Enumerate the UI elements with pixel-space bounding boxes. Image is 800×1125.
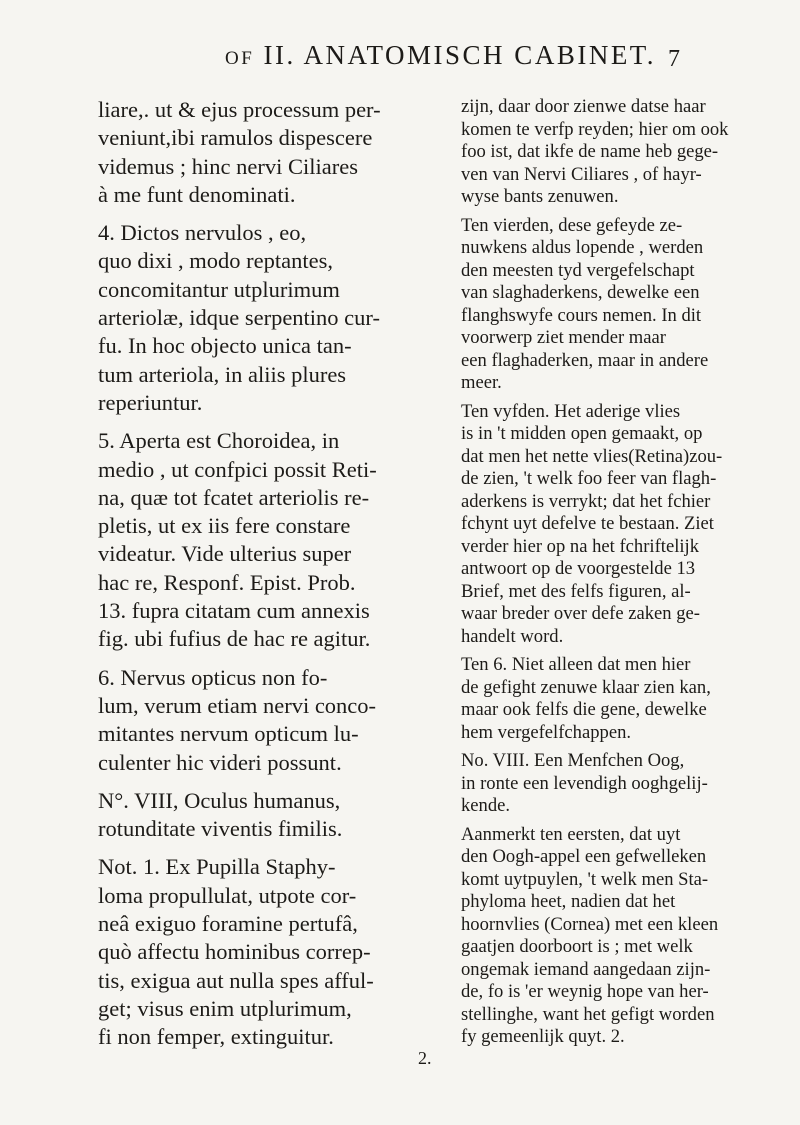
text-line: de gefight zenuwe klaar zien kan, bbox=[461, 676, 711, 698]
dutch-paragraph bbox=[461, 654, 800, 744]
text-line: 6. Nervus opticus non fo- bbox=[98, 664, 328, 690]
text-line: videmus ; hinc nervi Ciliares bbox=[98, 153, 358, 179]
text-line: veniunt,ibi ramulos dispescere bbox=[98, 125, 373, 151]
text-line: zijn, daar door zienwe datse haar bbox=[461, 96, 706, 117]
text-line: mitantes nervum opticum lu- bbox=[98, 721, 359, 747]
latin-paragraph bbox=[98, 96, 443, 209]
text-line: N°. VIII, Oculus humanus, bbox=[98, 787, 341, 813]
text-line: fi non femper, extinguitur. bbox=[98, 1024, 334, 1050]
text-line: nuwkens aldus lopende , werden bbox=[461, 237, 704, 258]
text-line: komen te verfp reyden; hier om ook bbox=[461, 118, 729, 140]
paragraph-gap bbox=[98, 654, 443, 664]
text-line: aderkens is verrykt; dat het fchier bbox=[461, 490, 711, 512]
text-line: videatur. Vide ulterius super bbox=[98, 541, 352, 567]
text-line: lum, verum etiam nervi conco- bbox=[98, 692, 377, 718]
paragraph-gap bbox=[98, 777, 443, 787]
text-line: fchynt uyt defelve te bestaan. Ziet bbox=[461, 513, 714, 534]
text-line: get; visus enim utplurimum, bbox=[98, 995, 352, 1021]
text-line: quo dixi , modo reptantes, bbox=[98, 248, 333, 274]
text-line: hem vergefelfchappen. bbox=[461, 721, 632, 743]
text-line: een flaghaderken, maar in andere bbox=[461, 349, 709, 371]
text-line: dat men het nette vlies(Retina)zou- bbox=[461, 445, 723, 467]
text-line: à me funt denominati. bbox=[98, 181, 296, 207]
text-line: rotunditate viventis fimilis. bbox=[98, 816, 343, 842]
text-line: Ten vyfden. Het aderige vlies bbox=[461, 400, 681, 422]
text-line: komt uytpuylen, 't welk men Sta- bbox=[461, 868, 709, 890]
text-line: verder hier op na het fchriftelijk bbox=[461, 535, 699, 557]
text-line: culenter hic videri possunt. bbox=[98, 749, 342, 775]
running-title: of II. ANATOMISCH CABINET. bbox=[225, 40, 657, 70]
text-line: neâ exiguo foramine pertufâ, bbox=[98, 911, 358, 937]
text-line: maar ook felfs die gene, dewelke bbox=[461, 699, 707, 720]
latin-paragraph bbox=[98, 664, 443, 777]
catchword-left: 2. bbox=[418, 1048, 432, 1068]
dutch-paragraph bbox=[461, 215, 800, 395]
text-line: fu. In hoc objecto unica tan- bbox=[98, 333, 352, 359]
text-line: reperiuntur. bbox=[98, 389, 203, 415]
text-line: phyloma heet, nadien dat het bbox=[461, 891, 676, 912]
text-line: is in 't midden open gemaakt, op bbox=[461, 423, 703, 444]
text-line: Not. 1. Ex Pupilla Staphy- bbox=[98, 854, 336, 880]
paragraph-gap bbox=[98, 209, 443, 219]
text-line: ven van Nervi Ciliares , of hayr- bbox=[461, 163, 702, 185]
latin-paragraph bbox=[98, 219, 443, 417]
text-line: van slaghaderkens, dewelke een bbox=[461, 282, 700, 303]
text-line: Ten 6. Niet alleen dat men hier bbox=[461, 654, 691, 675]
latin-paragraph bbox=[98, 853, 443, 1051]
paragraph-gap bbox=[98, 843, 443, 853]
dutch-paragraph bbox=[461, 401, 800, 649]
text-line: ongemak iemand aangedaan zijn- bbox=[461, 958, 711, 980]
paragraph-gap bbox=[98, 417, 443, 427]
text-line: liare,. ut & ejus processum per- bbox=[98, 97, 381, 122]
text-line: 13. fupra citatam cum annexis bbox=[98, 598, 370, 624]
text-line: hac re, Responf. Epist. Prob. bbox=[98, 569, 356, 595]
text-line: antwoort op de voorgestelde 13 bbox=[461, 558, 696, 579]
text-line: in ronte een levendigh ooghgelij- bbox=[461, 772, 708, 794]
text-line: na, quæ tot fcatet arteriolis re- bbox=[98, 484, 370, 510]
text-line: pletis, ut ex iis fere constare bbox=[98, 513, 351, 539]
text-line: Brief, met des felfs figuren, al- bbox=[461, 580, 691, 602]
text-line: arteriolæ, idque serpentino cur- bbox=[98, 305, 380, 331]
text-line: 5. Aperta est Choroidea, in bbox=[98, 428, 340, 454]
text-line: medio , ut confpici possit Reti- bbox=[98, 456, 377, 482]
text-line: de zien, 't welk foo feer van flagh- bbox=[461, 468, 717, 489]
text-line: stellinghe, want het gefigt worden bbox=[461, 1003, 715, 1025]
running-header bbox=[0, 38, 800, 78]
dutch-paragraph bbox=[461, 750, 800, 818]
dutch-column bbox=[461, 96, 800, 1049]
text-line: voorwerp ziet mender maar bbox=[461, 327, 666, 348]
text-line: waar breder over defe zaken ge- bbox=[461, 603, 700, 624]
dutch-paragraph bbox=[461, 824, 800, 1049]
text-line: Ten vierden, dese gefeyde ze- bbox=[461, 214, 683, 236]
text-line: loma propullulat, utpote cor- bbox=[98, 882, 357, 908]
text-line: wyse bants zenuwen. bbox=[461, 186, 619, 207]
text-line: den meesten tyd vergefelschapt bbox=[461, 259, 695, 281]
text-line: flanghswyfe cours nemen. In dit bbox=[461, 304, 702, 326]
dutch-paragraph bbox=[461, 96, 800, 209]
text-line: kende. bbox=[461, 795, 511, 816]
text-line: quò affectu hominibus correp- bbox=[98, 939, 371, 965]
text-line: gaatjen doorboort is ; met welk bbox=[461, 936, 693, 957]
text-line: fy gemeenlijk quyt. 2. bbox=[461, 1026, 625, 1047]
latin-paragraph bbox=[98, 427, 443, 653]
text-line: Aanmerkt ten eersten, dat uyt bbox=[461, 823, 681, 845]
text-line: foo ist, dat ikfe de name heb gege- bbox=[461, 141, 719, 162]
text-line: tum arteriola, in aliis plures bbox=[98, 361, 347, 387]
text-line: No. VIII. Een Menfchen Oog, bbox=[461, 750, 685, 771]
text-line: fig. ubi fufius de hac re agitur. bbox=[98, 626, 371, 652]
text-line: concomitantur utplurimum bbox=[98, 276, 340, 302]
text-line: de, fo is 'er weynig hope van her- bbox=[461, 981, 709, 1002]
text-line: meer. bbox=[461, 372, 502, 393]
text-line: handelt word. bbox=[461, 625, 564, 647]
page-number: 7 bbox=[668, 46, 680, 72]
text-line: tis, exigua aut nulla spes afful- bbox=[98, 967, 374, 993]
latin-column bbox=[98, 96, 443, 1052]
text-line: den Oogh-appel een gefwelleken bbox=[461, 846, 707, 867]
text-line: 4. Dictos nervulos , eo, bbox=[98, 220, 307, 246]
latin-paragraph bbox=[98, 787, 443, 844]
text-line: hoornvlies (Cornea) met een kleen bbox=[461, 913, 719, 935]
